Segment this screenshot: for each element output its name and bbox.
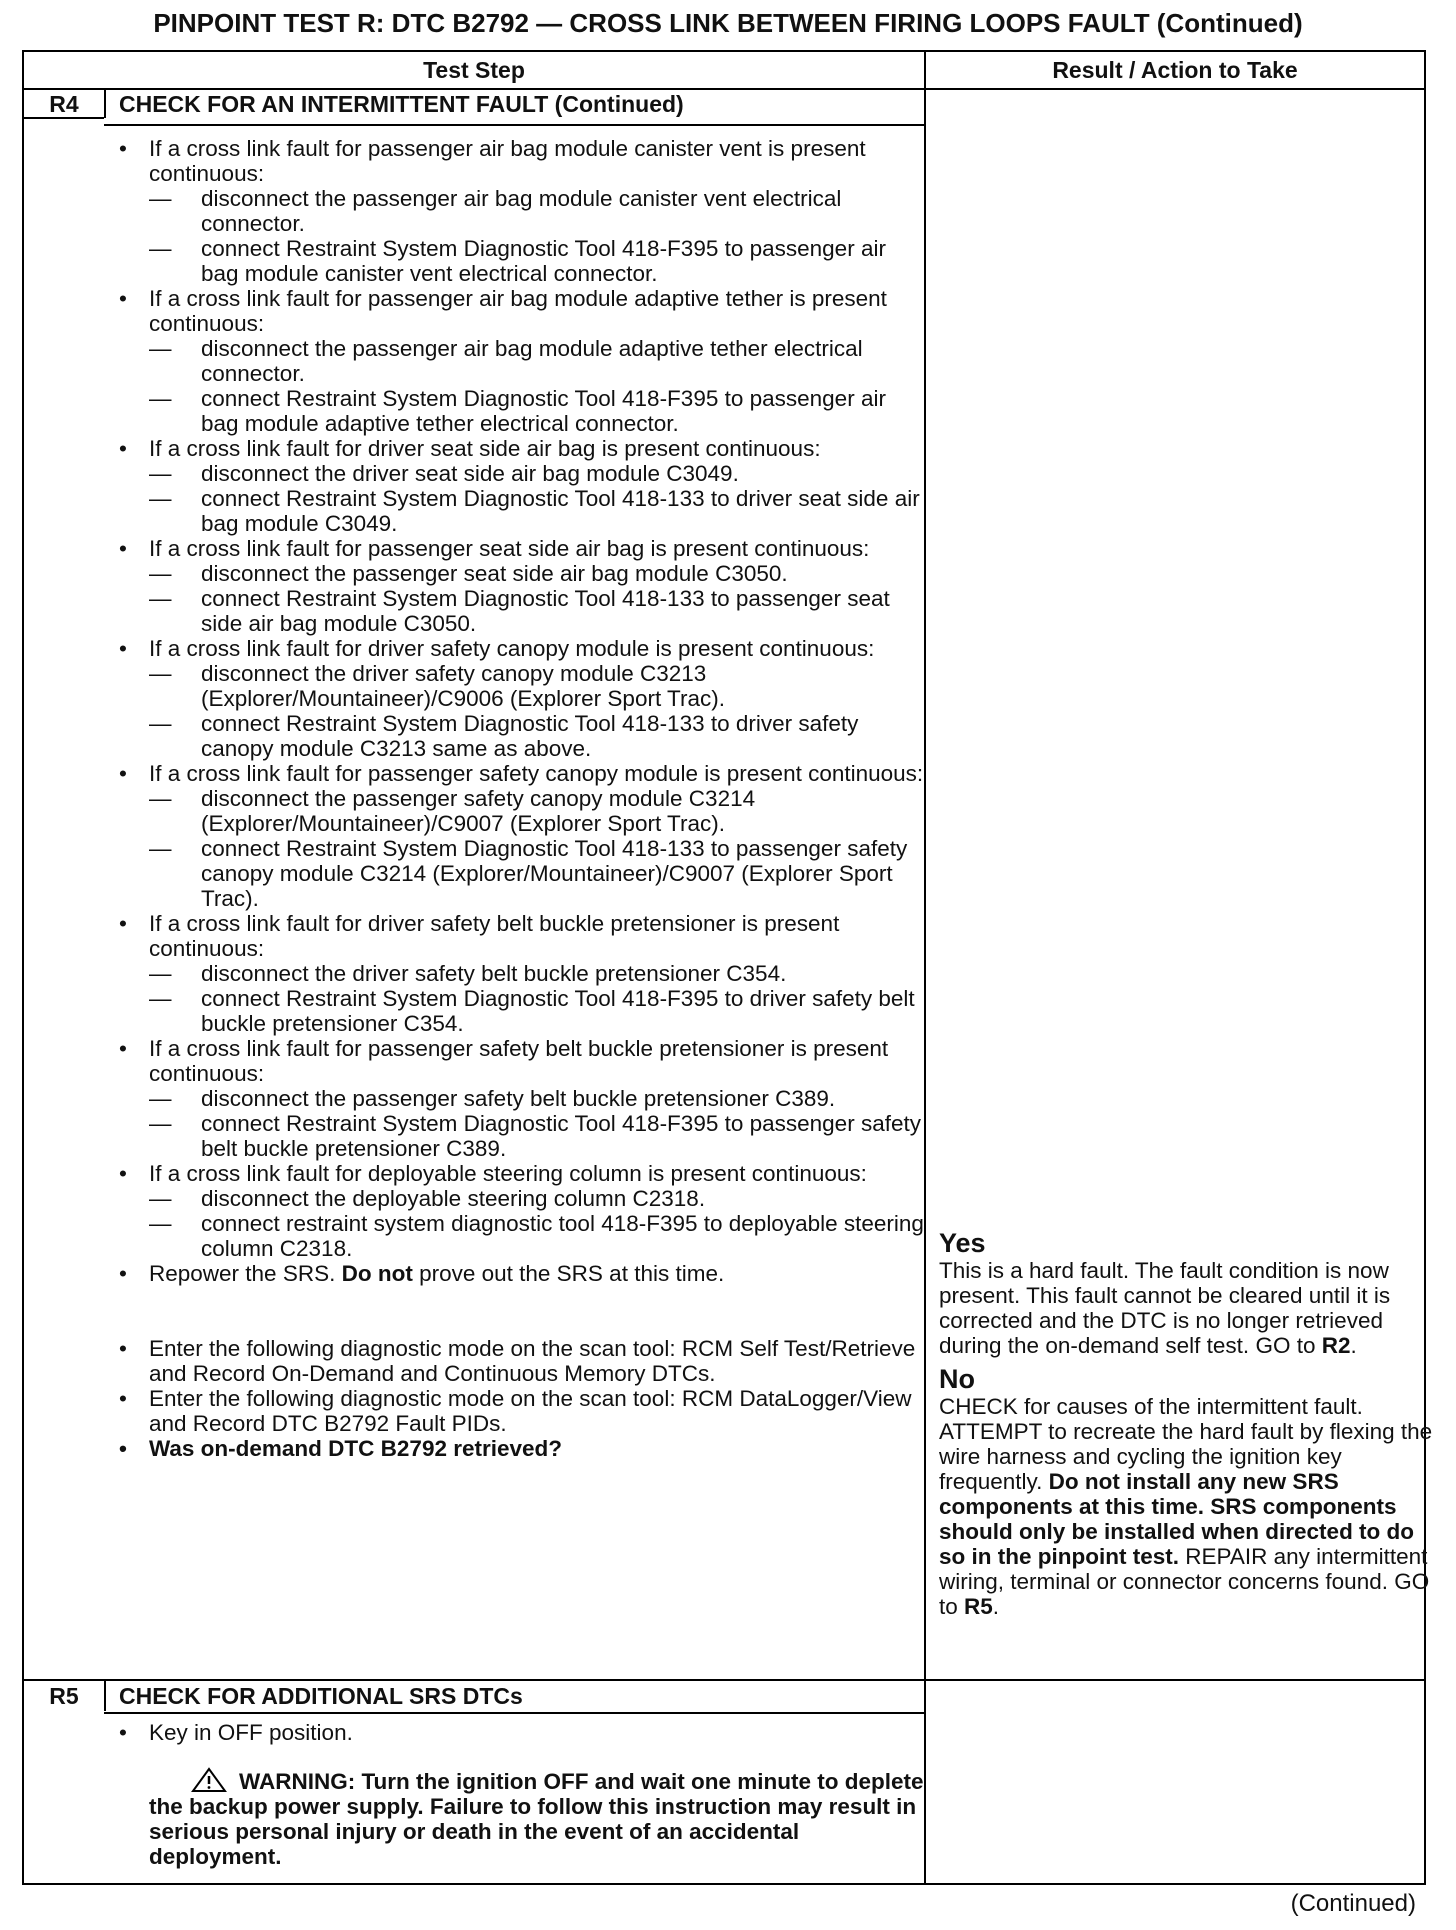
bullet: • [119,286,127,311]
key-off-text: Key in OFF position. [149,1720,353,1745]
enter-mode-text-2: Enter the following diagnostic mode on the scan tool: RCM DataLogger/View and Record DTC B2792 Fault PIDs. [149,1386,912,1436]
r4-bullet-item [119,1161,929,1261]
bullet-text: If a cross link fault for passenger air bag module adaptive tether is present continuous: [149,286,887,336]
r4-bullet-item [119,286,929,436]
sub-step-text: disconnect the passenger air bag module adaptive tether electrical connector. [201,336,863,386]
bullet: • [119,136,127,161]
sub-step [149,336,929,386]
sub-step [149,836,929,911]
sub-step [149,961,929,986]
yes-goto: R2 [1321,1333,1351,1358]
sub-step-text: disconnect the passenger safety canopy module C3214 (Explorer/Mountaineer)/C9007 (Explorer Sport Trac). [201,786,756,836]
sub-step-text: disconnect the passenger air bag module canister vent electrical connector. [201,186,842,236]
sub-step [149,1111,929,1161]
bullet-text: If a cross link fault for passenger safety canopy module is present continuous: [149,761,924,786]
sub-step-text: connect Restraint System Diagnostic Tool 418-133 to passenger seat side air bag module C3050. [201,586,890,636]
dash: — [149,1111,172,1136]
no-bold: Do not install any new SRS components at this time. SRS components should only be installed when directed to do so in the pinpoint test. [939,1469,1415,1569]
sub-step [149,586,929,636]
r4-title-underline [104,124,924,126]
bullet-text: If a cross link fault for driver safety belt buckle pretensioner is present continuous: [149,911,840,961]
dash: — [149,1211,172,1236]
sub-step-text: disconnect the deployable steering column C2318. [201,1186,706,1211]
sub-step [149,1211,929,1261]
bullet: • [119,1720,127,1745]
dash: — [149,786,172,811]
sub-step [149,1086,929,1111]
sub-step-text: disconnect the passenger seat side air bag module C3050. [201,561,788,586]
pinpoint-test-table [22,50,1433,1885]
sub-step-text: connect Restraint System Diagnostic Tool 418-133 to driver safety canopy module C3213 same as above. [201,711,859,761]
dash: — [149,836,172,861]
r4-enter-item-2 [119,1386,929,1436]
continued-footer: (Continued) [1290,1890,1416,1917]
dash: — [149,586,172,611]
result-yes-label: Yes [939,1228,986,1258]
dash: — [149,461,172,486]
bullet: • [119,1036,127,1061]
bullet: • [119,1436,127,1461]
sub-step [149,486,929,536]
yes-text-end: . [1350,1333,1357,1358]
r4-bullet-item [119,1036,929,1161]
dash: — [149,1186,172,1211]
sub-step-text: connect Restraint System Diagnostic Tool 418-F395 to driver safety belt buckle pretensioner C354. [201,986,915,1036]
bullet-text: If a cross link fault for passenger air bag module canister vent is present continuous: [149,136,866,186]
bullet-text: If a cross link fault for deployable steering column is present continuous: [149,1161,867,1186]
result-no-label: No [939,1364,975,1394]
dash: — [149,961,172,986]
bullet: • [119,436,127,461]
r4-repower-item [119,1261,929,1286]
sub-step-text: disconnect the passenger safety belt buckle pretensioner C389. [201,1086,836,1111]
repower-bold: Do not [341,1261,413,1286]
step-title-r4: CHECK FOR AN INTERMITTENT FAULT (Continued) [119,91,684,117]
r4-enter-item-1 [119,1336,929,1386]
step-id-r5: R5 [49,1683,79,1709]
sub-step-text: connect Restraint System Diagnostic Tool 418-133 to passenger safety canopy module C3214 (Explorer/Mountaineer)/C9007 (Explorer Sport Trac). [201,836,908,911]
warning-text: WARNING: Turn the ignition OFF and wait one minute to deplete the backup power supply. Failure to follow this instruction may result in serious personal injury or death in the event of an accidental deployment. [149,1769,924,1869]
enter-mode-text-1: Enter the following diagnostic mode on the scan tool: RCM Self Test/Retrieve and Record On-Demand and Continuous Memory DTCs. [149,1336,916,1386]
dash: — [149,486,172,511]
page-title: PINPOINT TEST R: DTC B2792 — CROSS LINK BETWEEN FIRING LOOPS FAULT (Continued) [153,8,1303,38]
result-no-text [939,1394,1444,1619]
r5-item-key-off [119,1720,929,1745]
dash: — [149,1086,172,1111]
r4-bullet-item [119,761,929,911]
dash: — [149,236,172,261]
dash: — [149,661,172,686]
sub-step [149,711,929,761]
r5-content [119,1720,929,1869]
sub-step [149,1186,929,1211]
header-result: Result / Action to Take [1052,57,1298,83]
sub-step-text: connect Restraint System Diagnostic Tool 418-F395 to passenger air bag module adaptive tether electrical connector. [201,386,886,436]
bullet: • [119,1261,127,1286]
step-id-r4: R4 [49,91,79,117]
r4-bullet-item [119,911,929,1036]
repower-text: Repower the SRS. [149,1261,342,1286]
bullet: • [119,636,127,661]
sub-step [149,236,929,286]
sub-step [149,561,929,586]
r4-bullet-item [119,136,929,286]
no-text: CHECK for causes of the intermittent fault. ATTEMPT to recreate the hard fault by flexing the wire harness and cycling the ignition key frequently. [939,1394,1433,1494]
repower-text-end: prove out the SRS at this time. [412,1261,725,1286]
dash: — [149,986,172,1011]
bullet: • [119,536,127,561]
dash: — [149,561,172,586]
sub-step [149,461,929,486]
sub-step-text: connect Restraint System Diagnostic Tool 418-F395 to passenger air bag module canister vent electrical connector. [201,236,886,286]
sub-step-text: connect Restraint System Diagnostic Tool 418-F395 to passenger safety belt buckle pretensioner C389. [201,1111,921,1161]
sub-step [149,986,929,1036]
sub-step [149,786,929,836]
r5-id-divider [104,1681,106,1711]
r4-item-list [119,136,929,1261]
r4-question: Was on-demand DTC B2792 retrieved? [149,1436,563,1461]
bullet: • [119,761,127,786]
step-title-r5: CHECK FOR ADDITIONAL SRS DTCs [119,1683,523,1709]
dash: — [149,711,172,736]
r4-bullet-item [119,536,929,636]
yes-text: This is a hard fault. The fault condition is now present. This fault cannot be cleared until it is corrected and the DTC is no longer retrieved during the on-demand self test. GO to [939,1258,1391,1358]
r4-content [119,136,929,1461]
bullet-text: If a cross link fault for driver safety canopy module is present continuous: [149,636,875,661]
r4-id-divider [104,88,106,118]
dash: — [149,186,172,211]
bullet: • [119,1161,127,1186]
bullet: • [119,1386,127,1411]
sub-step-text: disconnect the driver safety belt buckle pretensioner C354. [201,961,787,986]
r4-result [939,1228,1444,1619]
bullet-text: If a cross link fault for passenger seat side air bag is present continuous: [149,536,870,561]
dash: — [149,386,172,411]
sub-step-text: disconnect the driver seat side air bag module C3049. [201,461,739,486]
no-text-end: . [992,1594,1000,1619]
sub-step [149,186,929,236]
bullet: • [119,1336,127,1361]
header-test-step: Test Step [423,57,525,83]
result-yes-text [939,1258,1444,1358]
bullet-text: If a cross link fault for driver seat side air bag is present continuous: [149,436,821,461]
r4-bullet-item [119,436,929,536]
bullet-text: If a cross link fault for passenger safety belt buckle pretensioner is present continuous: [149,1036,889,1086]
warning-triangle-icon [191,1767,227,1793]
bullet: • [119,911,127,936]
sub-step-text: connect Restraint System Diagnostic Tool 418-133 to driver seat side air bag module C3049. [201,486,920,536]
no-goto: R5 [964,1594,993,1619]
sub-step [149,661,929,711]
no-text-mid: REPAIR any intermittent wiring, terminal or connector concerns found. GO to [939,1544,1430,1619]
sub-step [149,386,929,436]
r5-title-underline [104,1712,924,1714]
r5-warning [119,1767,929,1869]
r4-question-item [119,1436,929,1461]
sub-step-text: disconnect the driver safety canopy module C3213 (Explorer/Mountaineer)/C9006 (Explorer Sport Trac). [201,661,725,711]
r4-bullet-item [119,636,929,761]
sub-step-text: connect restraint system diagnostic tool 418-F395 to deployable steering column C2318. [201,1211,924,1261]
dash: — [149,336,172,361]
